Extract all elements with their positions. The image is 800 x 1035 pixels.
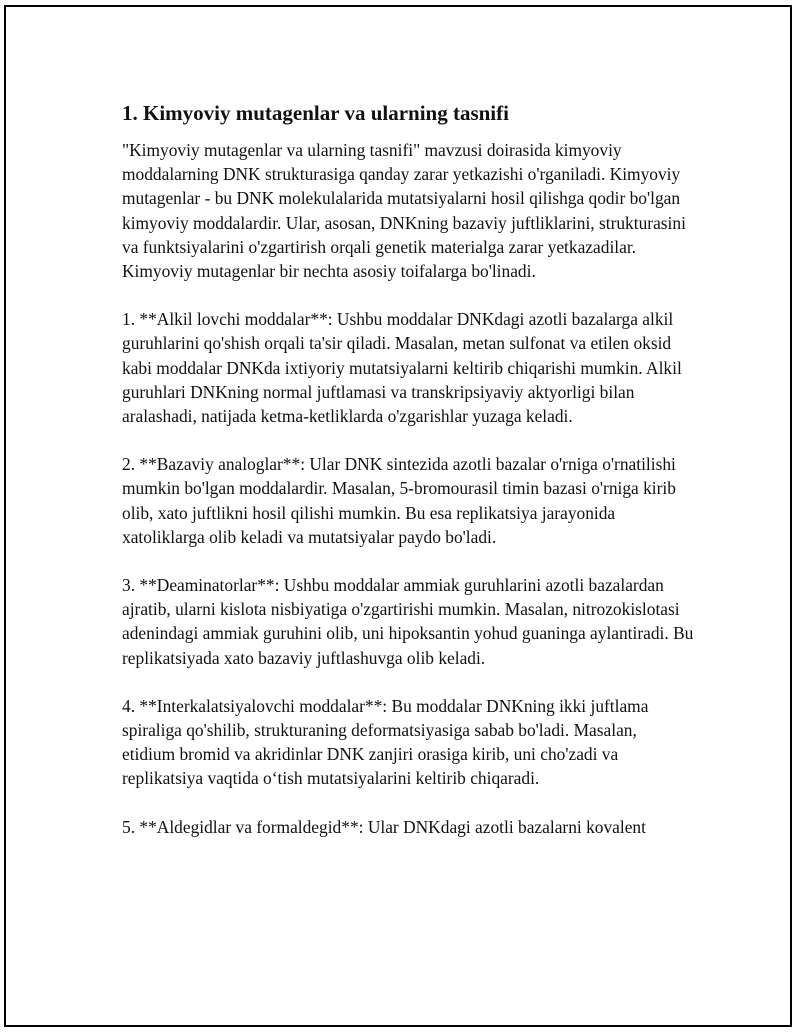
section-heading: 1. Kimyoviy mutagenlar va ularning tasnifi [122, 101, 509, 125]
intro-paragraph: "Kimyoviy mutagenlar va ularning tasnifi" mavzusi doirasida kimyoviy moddalarning DNK strukturasiga qanday zarar yetkazishi o'rganiladi. Kimyoviy mutagenlar - bu DNK molekulalarida mutatsiyalarni hosil qilishga qodir bo'lgan kimyoviy moddalardir. Ular, asosan, DNKning bazaviy juftliklarini, strukturasini va funktsiyalarini o'zgartirish orqali genetik materialga zarar yetkazadilar. Kimyoviy mutagenlar bir nechta asosiy toifalarga bo'linadi. [122, 140, 686, 282]
alkylating-agents-paragraph: 1. **Alkil lovchi moddalar**: Ushbu moddalar DNKdagi azotli bazalarga alkil guruhlarini qo'shish orqali ta'sir qiladi. Masalan, metan sulfonat va etilen oksid kabi moddalar DNKda ixtiyoriy mutatsiyalarni keltirib chiqarishi mumkin. Alkil guruhlari DNKning normal juftlamasi va transkripsiyaviy aktyorligi bilan aralashadi, natijada ketma-ketliklarda o'zgarishlar yuzaga keladi. [122, 309, 682, 427]
aldehydes-paragraph: 5. **Aldegidlar va formaldegid**: Ular DNKdagi azotli bazalarni kovalent [122, 816, 646, 837]
page-frame [4, 5, 792, 1027]
base-analogs-paragraph: 2. **Bazaviy analoglar**: Ular DNK sintezida azotli bazalar o'rniga o'rnatilishi mumkin bo'lgan moddalardir. Masalan, 5-bromourasil timin bazasi o'rniga kirib olib, xato juftlikni hosil qilishi mumkin. Bu esa replikatsiya jarayonida xatoliklarga olib keladi va mutatsiyalar paydo bo'ladi. [122, 454, 676, 547]
deaminators-paragraph: 3. **Deaminatorlar**: Ushbu moddalar ammiak guruhlarini azotli bazalardan ajratib, ularni kislota nisbiyatiga o'zgartirishi mumkin. Masalan, nitrozokislotasi adenindagi ammiak guruhini olib, uni hipoksantin yohud guaninga aylantiradi. Bu replikatsiyada xato bazaviy juftlashuvga olib keladi. [122, 575, 694, 668]
document-body [122, 99, 694, 863]
intercalators-paragraph: 4. **Interkalatsiyalovchi moddalar**: Bu moddalar DNKning ikki juftlama spiraliga qo'shilib, strukturaning deformatsiyasiga sabab bo'ladi. Masalan, etidium bromid va akridinlar DNK zanjiri orasiga kirib, uni cho'zadi va replikatsiya vaqtida o‘tish mutatsiyalarini keltirib chiqaradi. [122, 695, 649, 789]
